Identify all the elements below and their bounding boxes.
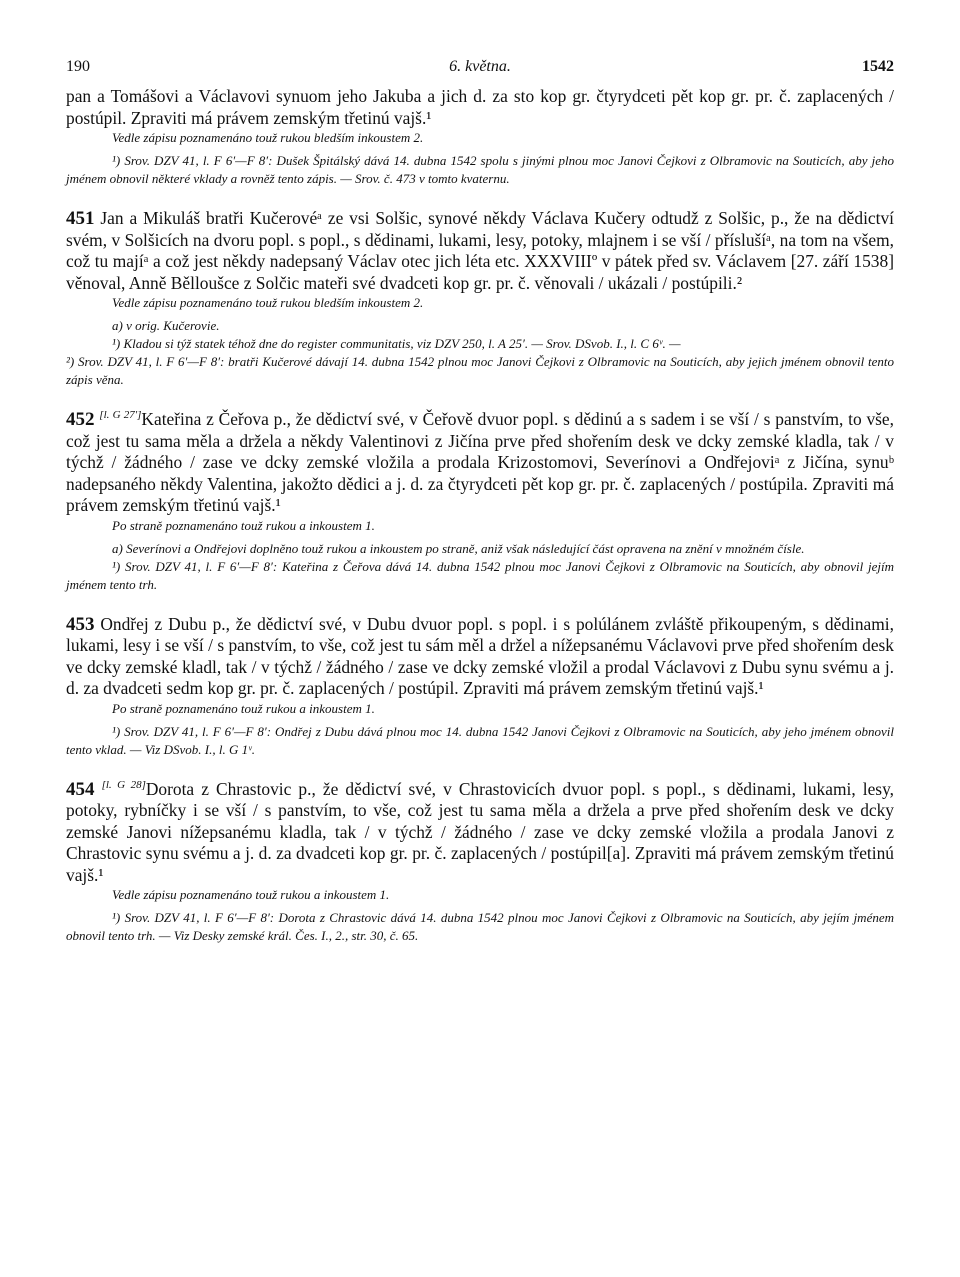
entry-450-note: Vedle zápisu poznamenáno touž rukou bledším inkoustem 2. bbox=[112, 130, 424, 145]
entry-453 bbox=[66, 614, 894, 700]
entry-452 bbox=[66, 409, 894, 517]
entry-450-text: pan a Tomášovi a Václavovi synuom jeho Jakuba a jich d. za sto kop gr. čtyrydceti pět kop gr. pr. č. zaplacených / postúpil. Zpraviti má právem zemským třetinú vajš.¹ bbox=[66, 86, 894, 128]
entry-451-text: Jan a Mikuláš bratři Kučerovéᵃ ze vsi Solšic, synové někdy Václava Kučery odtudž z Solšic, p., že na dědictví svém, v Solšicích na dvoru popl. s popl., s dědinami, lukami, lesy, potoky, mlajnem i se vší / příslušíᵃ, na tom na všem, což tu majíᵃ a což jest někdy nadepsaný Václav otec jich léta etc. XXXVIIIº v pátek před sv. Václavem [27. září 1538] věnoval, Anně Bělloušce z Solčic mateři své dvadceti kop gr. pr. č. věnovali / ukázali / postúpili.² bbox=[66, 208, 894, 293]
entry-452-number: 452 bbox=[66, 409, 95, 430]
entry-453-footnote-1: ¹) Srov. DZV 41, l. F 6′—F 8′: Ondřej z Dubu dává plnou moc 14. dubna 1542 Janovi Čejkovi z Olbramovic na Souticích, aby jeho jménem obnovil tento vklad. — Viz DSvob. I., l. G 1ᵛ. bbox=[66, 723, 894, 757]
entry-451-note: Vedle zápisu poznamenáno touž rukou bledším inkoustem 2. bbox=[112, 295, 424, 310]
document-page bbox=[66, 58, 894, 945]
entry-450-footnote-1: ¹) Srov. DZV 41, l. F 6′—F 8′: Dušek Špitálský dává 14. dubna 1542 spolu s jinými plnou moc Janovi Čejkovi z Olbramovic na Souticích, aby jeho jménem obnovil některé vklady a rovněž tento zápis. — Srov. č. 473 v tomto kvaternu. bbox=[66, 153, 894, 186]
page-number: 190 bbox=[66, 58, 90, 75]
entry-453-note: Po straně poznamenáno touž rukou a inkoustem 1. bbox=[112, 700, 375, 716]
entry-454-note: Vedle zápisu poznamenáno touž rukou a inkoustem 1. bbox=[112, 887, 390, 902]
running-header bbox=[66, 58, 894, 86]
entry-452-footnote-a: a) Severínovi a Ondřejovi doplněno touž rukou a inkoustem po straně, aniž však následující část opravena na znění v množném čísle. bbox=[112, 540, 805, 556]
entry-451 bbox=[66, 208, 894, 294]
entry-451-number: 451 bbox=[66, 208, 95, 229]
entry-454-text: Dorota z Chrastovic p., že dědictví své, v Chrastovicích dvuor popl. s popl., s dědinami, lukami, lesy, potoky, rybníčky i se vší / s panstvím, to vše, což jest tu sama měla a držela a prve před shořením desk ve dcky zemské Janovi nížepsanému kladla, tak / v týchž / žádného / zase ve dcky zemské vložila a prodala Janovi z Chrastovic synu svému a j. d. za dvadceti kop gr. pr. č. zaplacených / postúpil[a]. Zpraviti má právem zemským třetinú vajš.¹ bbox=[66, 778, 894, 885]
entry-454-folio-ref: [l. G 28] bbox=[101, 778, 146, 791]
entry-452-text: Kateřina z Čeřova p., že dědictví své, v Čeřově dvuor popl. s dědinú a s sadem i se vší / s panstvím, to vše, což jest tu sama měla a držela a někdy Valentinovi z Jičína prve před shořením desk ve dcky zemské kladla, tak / v týchž / žádného / zase ve dcky zemské vložila a prodala Krizostomovi, Severínovi a Ondřejoviᵃ z Jičína, synuᵇ nadepsaného někdy Valentina, jakožto dědici a j. d. za čtyrydceti pět kop gr. pr. č. zaplacených / postúpila. Zpraviti má právem zemským třetinú vajš.¹ bbox=[66, 409, 894, 515]
entry-454 bbox=[66, 779, 894, 887]
entry-453-text: Ondřej z Dubu p., že dědictví své, v Dubu dvuor popl. s popl. i s polúlánem zvláště přikoupeným, s dědinami, lukami, lesy i se vší / s panstvím, to vše, což jest tu sám měl a držel a nížepsanému Václavovi prve před shořením desk ve dcky zemské kladl, tak / v týchž / žádného / zase ve dcky zemské vložil a prodal Václavovi z Dubu synu svému a j. d. za dvadceti sedm kop gr. pr. č. zaplacených / postúpil. Zpraviti má právem zemským třetinú vajš.¹ bbox=[66, 613, 894, 698]
entry-454-number: 454 bbox=[66, 778, 95, 800]
entry-453-number: 453 bbox=[66, 613, 95, 635]
entry-451-footnote-a: a) v orig. Kučerovie. bbox=[112, 318, 220, 333]
entry-452-folio-ref: [l. G 27′] bbox=[99, 409, 142, 422]
entry-452-footnote-1: ¹) Srov. DZV 41, l. F 6′—F 8′: Kateřina z Čeřova dává 14. dubna 1542 plnou moc Janovi Čejkovi z Olbramovic na Souticích, aby obnovil jejím jménem tento trh. bbox=[66, 558, 894, 592]
entry-451-footnote-2: ²) Srov. DZV 41, l. F 6′—F 8′: bratři Kučerové dávají 14. dubna 1542 plnou moc Janovi Čejkovi z Olbramovic na Souticích, aby jejich jménem obnovil tento zápis věna. bbox=[66, 354, 894, 387]
header-date: 6. května. bbox=[449, 58, 511, 75]
entry-451-footnote-1: ¹) Kladou si týž statek téhož dne do register communitatis, viz DZV 250, l. A 25′. — Srov. DSvob. I., l. C 6ᵛ. — bbox=[112, 336, 681, 351]
entry-454-footnote-1: ¹) Srov. DZV 41, l. F 6′—F 8′: Dorota z Chrastovic dává 14. dubna 1542 plnou moc Janovi Čejkovi z Olbramovic na Souticích, aby jejím jménem obnovil tento trh. — Viz Desky zemské král. Čes. I., 2., str. 30, č. 65. bbox=[66, 910, 894, 943]
entry-452-note: Po straně poznamenáno touž rukou a inkoustem 1. bbox=[112, 517, 375, 533]
header-year: 1542 bbox=[862, 58, 894, 75]
